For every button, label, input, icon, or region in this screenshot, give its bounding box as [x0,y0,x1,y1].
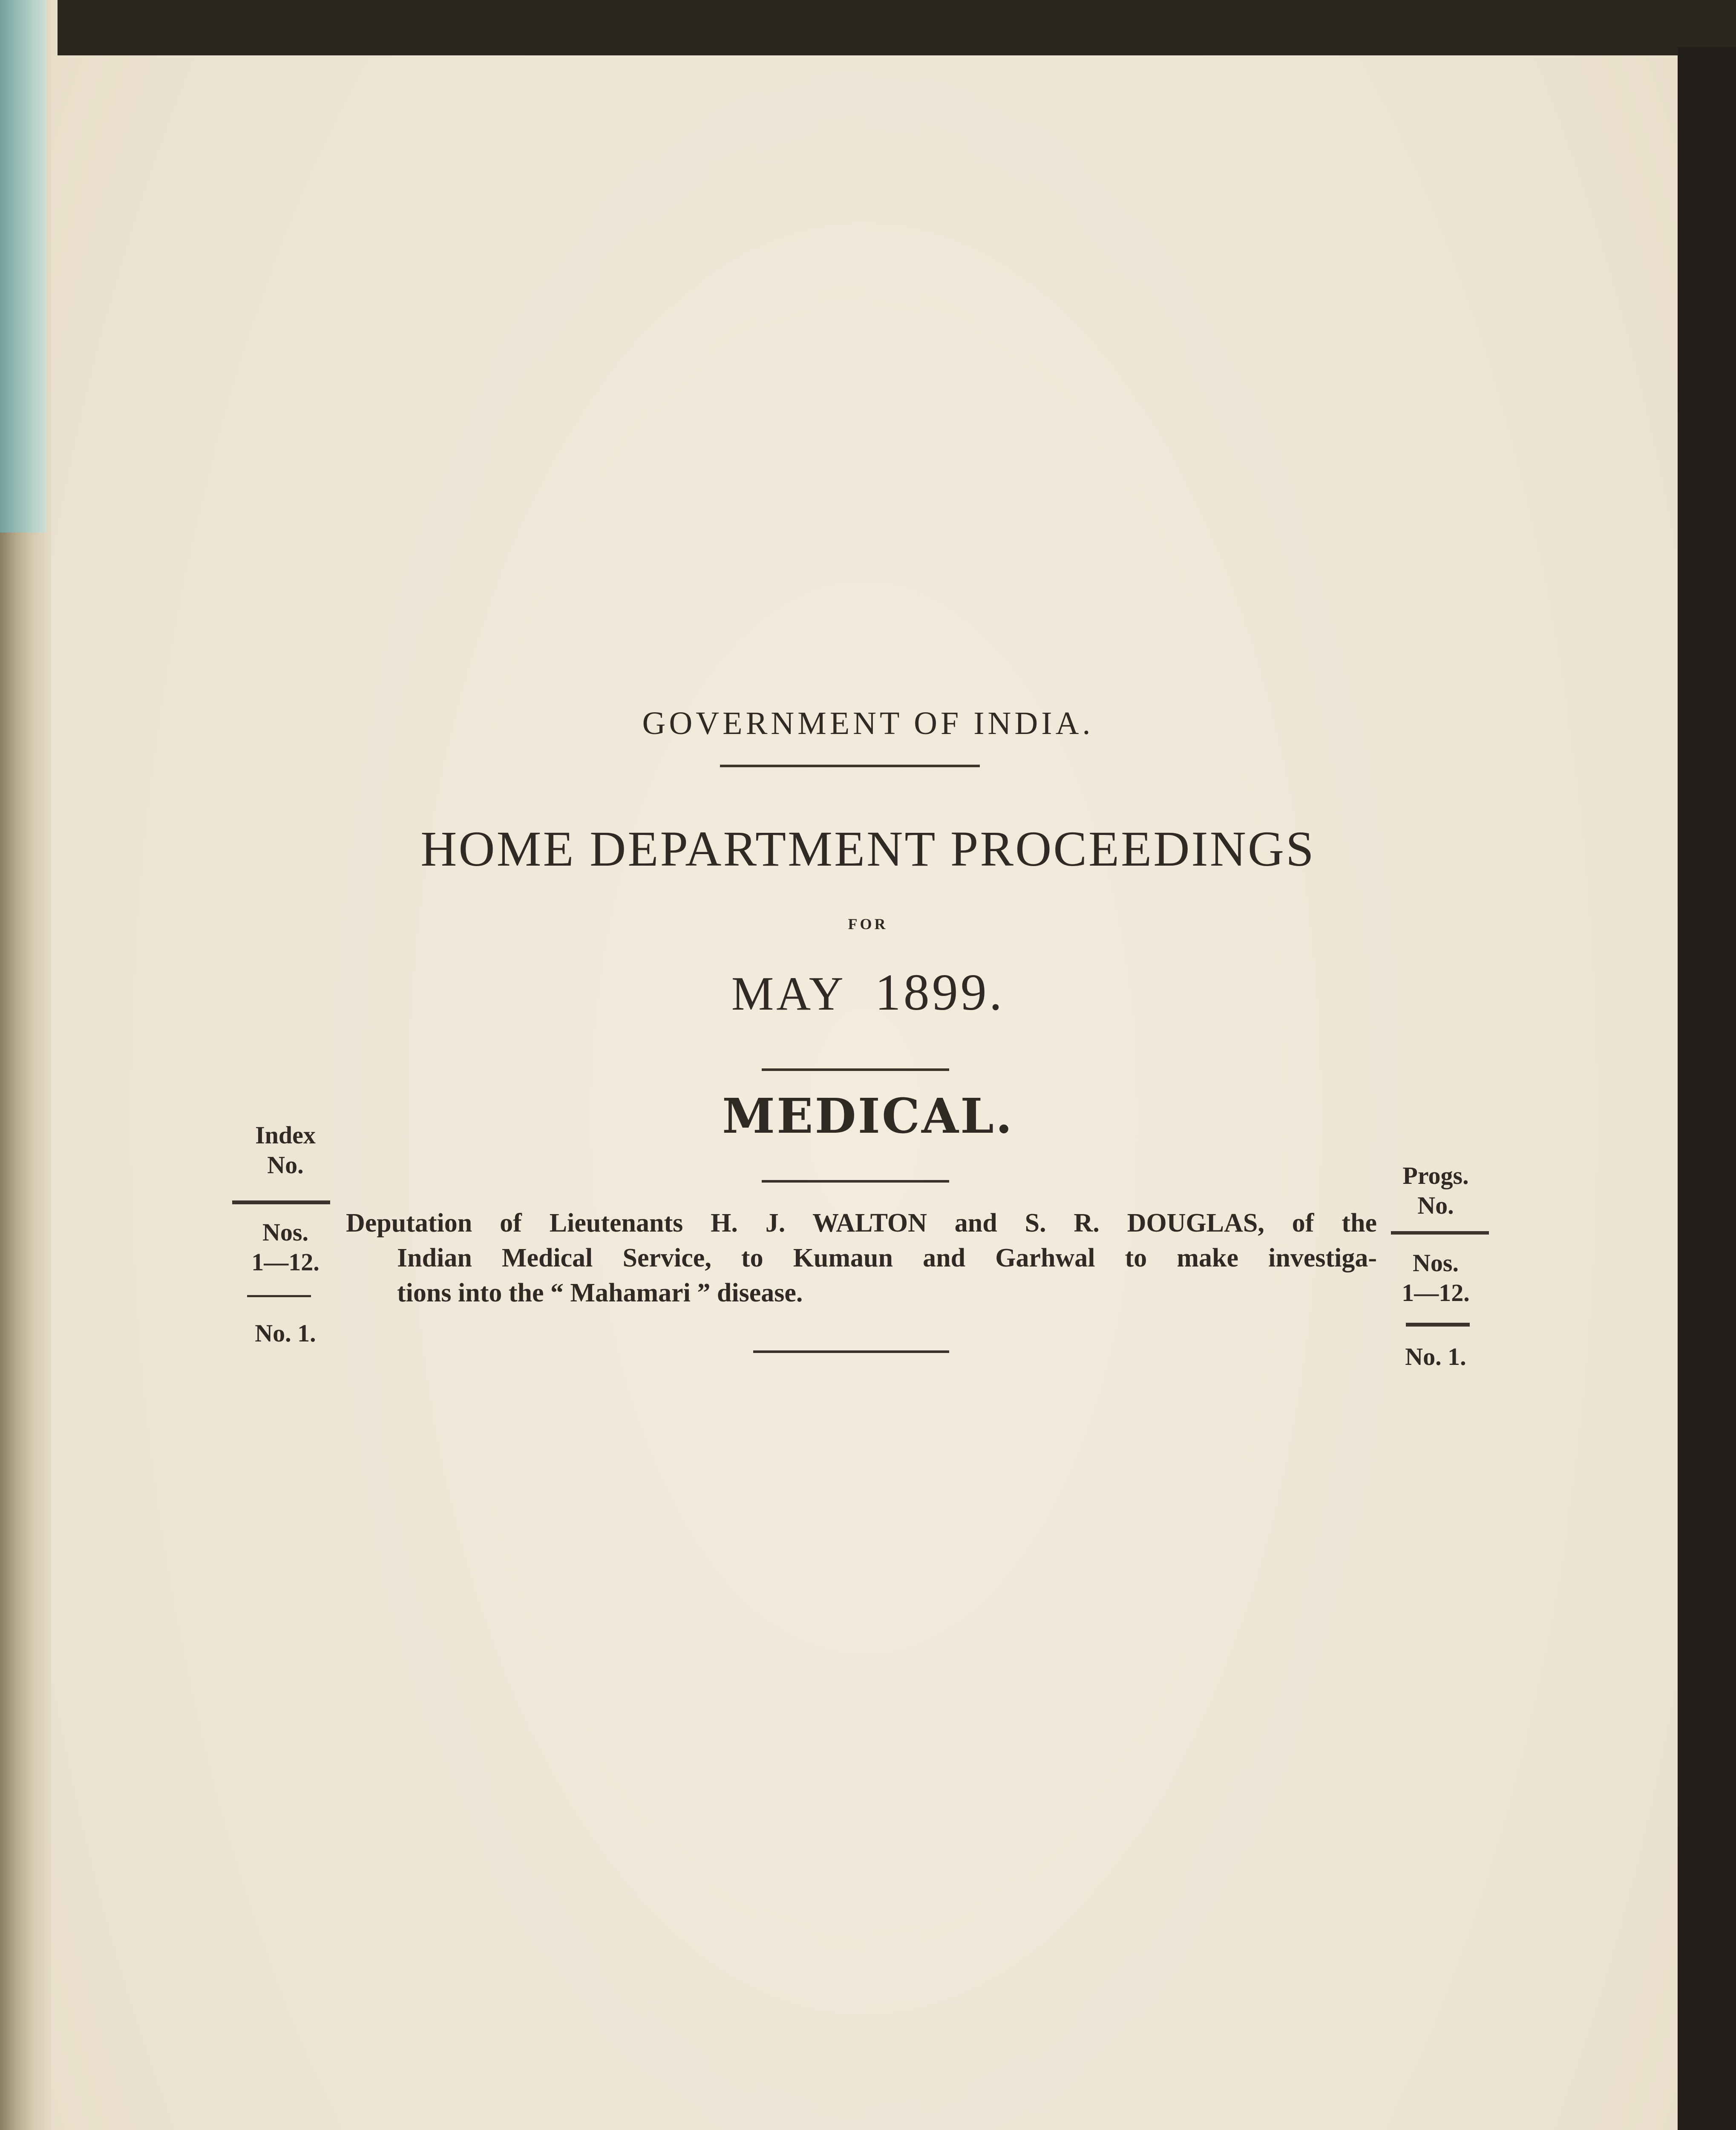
rule-below-entry [753,1350,949,1353]
month: MAY [731,967,846,1020]
rule-below-medical [762,1180,949,1183]
progs-nos-rule [1406,1323,1470,1327]
scan-background-top [0,0,1736,55]
section-heading: MEDICAL. [722,1088,1014,1144]
entry-description [346,1206,1377,1310]
for-label: FOR [848,915,888,933]
entry-line-1: Deputation of Lieutenants H. J. WALTON and S. R. DOUGLAS, of the [346,1209,1377,1238]
index-nos [222,1218,349,1277]
index-heading-line2: No. [267,1151,304,1179]
government-heading: GOVERNMENT OF INDIA. [642,705,1094,741]
progs-no-value: No. 1. [1405,1343,1466,1370]
index-no-value: No. 1. [255,1319,316,1347]
index-heading-rule [232,1200,330,1204]
index-heading-line1: Index [255,1121,316,1149]
progs-nos-label: Nos. [1413,1249,1459,1277]
progs-heading-rule [1391,1231,1489,1235]
index-nos-label: Nos. [262,1218,308,1246]
entry-line-2: Indian Medical Service, to Kumaun and Garhwal to make investiga- [397,1243,1377,1272]
progs-nos [1382,1248,1489,1308]
year: 1899. [875,964,1005,1021]
rule-above-medical [762,1068,949,1071]
government-underline [720,765,980,767]
entry-line-3: tions into the “ Mahamari ” disease. [397,1278,803,1307]
index-column [222,1120,349,1180]
progs-heading-line2: No. [1417,1192,1454,1219]
month-year [0,963,1736,1022]
index-nos-range: 1—12. [251,1248,320,1276]
progs-heading-line1: Progs. [1402,1162,1469,1189]
binding-tape [0,0,47,532]
progs-nos-range: 1—12. [1402,1279,1470,1307]
proceedings-title: HOME DEPARTMENT PROCEEDINGS [420,821,1316,877]
progs-column [1382,1161,1489,1220]
index-nos-rule [247,1295,311,1297]
